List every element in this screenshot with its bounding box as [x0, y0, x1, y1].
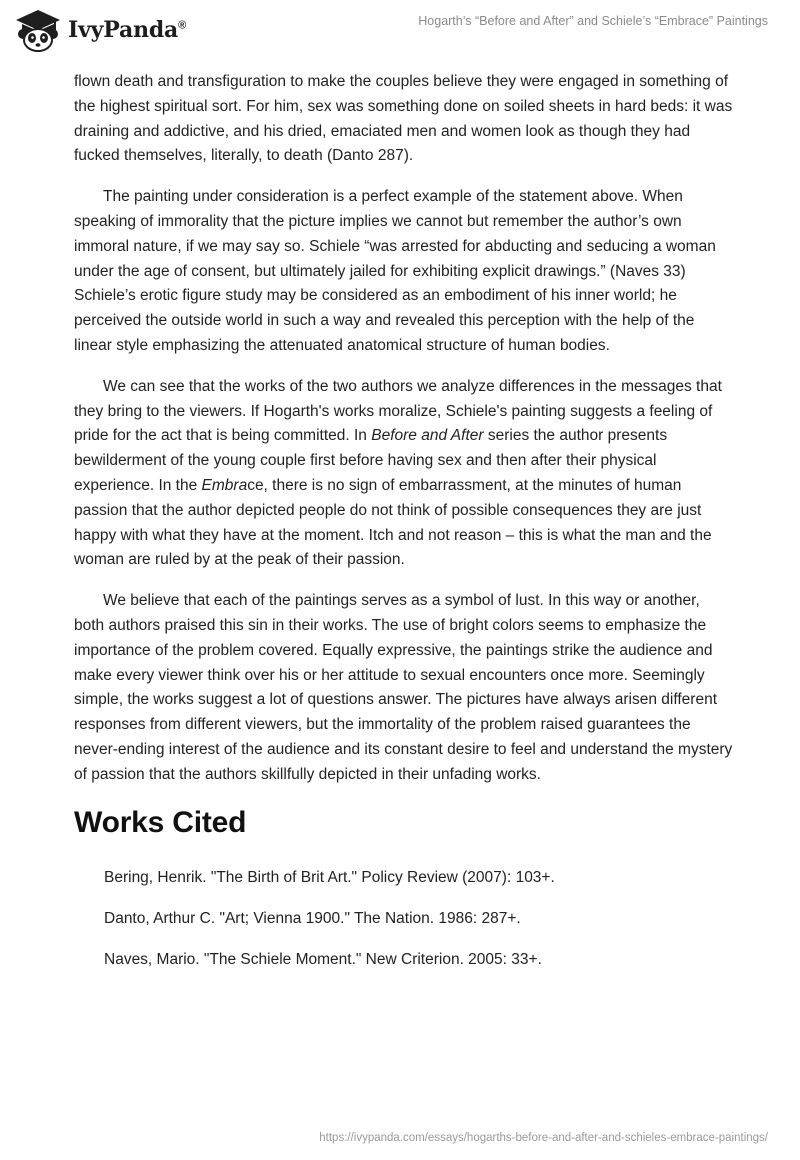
ivypanda-logo[interactable] [14, 8, 186, 52]
essay-body [74, 70, 734, 989]
panda-graduation-cap-icon [14, 8, 62, 52]
citation-item: Naves, Mario. "The Schiele Moment." New Criterion. 2005: 33+. [104, 950, 542, 968]
paragraph-4: We believe that each of the paintings serves as a symbol of lust. In this way or another, both authors praised this sin in their works. The use of bright colors seems to emphasize the importance of the problem covered. Equally expressive, the paintings strike the audience and make every viewer think over his or her attitude to sexual encounters once more. Seemingly simple, the works suggest a lot of questions answer. The pictures have always arisen different responses from different viewers, but the immortality of the problem raised guarantees the never-ending interest of the audience and its constant desire to feel and understand the mystery of passion that the authors skillfully depicted in their unfading works. [74, 592, 733, 783]
paragraph-3: We can see that the works of the two authors we analyze differences in the messages that they bring to the viewers. If Hogarth's works moralize, Schiele's painting suggests a feeling of pride for the act that is being committed. In Before and After series the author presents bewilderment of the young couple first before having sex and then after their physical experience. In the Embrace, there is no sign of embarrassment, at the minutes of human passion that the author depicted people do not think of possible consequences they are just happy with what they have at the moment. Itch and not reason – this is what the man and the woman are ruled by at the peak of their passion. [74, 377, 722, 569]
document-title: Hogarth’s “Before and After” and Schiele’s “Embrace” Paintings [418, 14, 768, 28]
source-url[interactable]: https://ivypanda.com/essays/hogarths-before-and-after-and-schieles-embrace-paintings/ [319, 1132, 768, 1144]
works-cited-heading: Works Cited [74, 805, 247, 839]
paragraph-1: flown death and transfiguration to make the couples believe they were engaged in something of the highest spiritual sort. For him, sex was something done on soiled sheets in hard beds: it was draining and addictive, and his dried, emaciated men and women look as though they had fucked themselves, literally, to death (Danto 287). [74, 73, 733, 165]
italic-title-embrace: Embra [201, 476, 248, 494]
italic-title-before-and-after: Before and After [371, 427, 484, 445]
citation-item: Danto, Arthur C. "Art; Vienna 1900." The Nation. 1986: 287+. [104, 909, 521, 927]
paragraph-2: The painting under consideration is a perfect example of the statement above. When speaking of immorality that the picture implies we cannot but remember the author’s own immoral nature, if we may say so. Schiele “was arrested for abducting and seducing a woman under the age of consent, but ultimately jailed for exhibiting explicit drawings.” (Naves 33) Schiele’s erotic figure study may be considered as an embodiment of his inner world; he perceived the outside world in such a way and revealed this perception with the help of the linear style emphasizing the attenuated anatomical structure of human bodies. [74, 188, 716, 354]
page-header [0, 0, 800, 64]
citation-item: Bering, Henrik. "The Birth of Brit Art." Policy Review (2007): 103+. [104, 868, 555, 886]
logo-wordmark: IvyPanda® [68, 17, 187, 43]
